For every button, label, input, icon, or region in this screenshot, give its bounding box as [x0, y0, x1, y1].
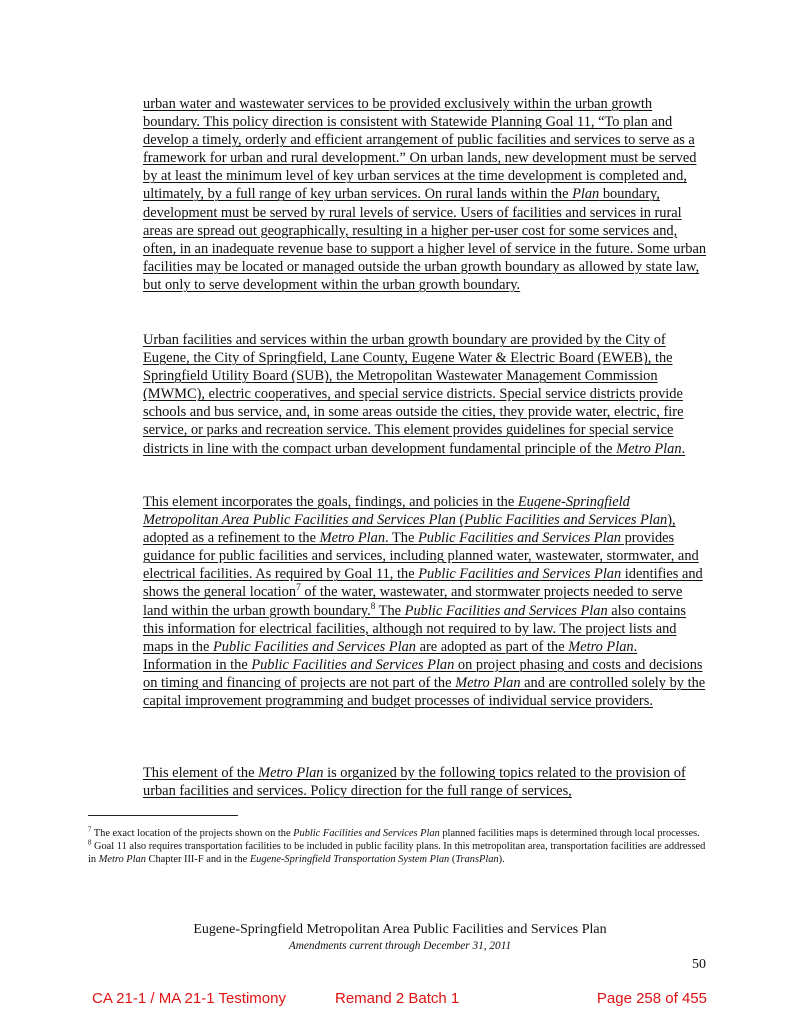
text-run: ( [455, 512, 465, 529]
body-paragraph-4 [143, 764, 708, 800]
text-run: . The [385, 530, 418, 547]
italic-run: Public Facilities and Services Plan [464, 512, 668, 529]
text-run: is organized by the following topics related to the provision of urban facilities and services. Policy direction for the full range of services, [143, 765, 686, 800]
italic-run: Metro Plan [455, 674, 521, 691]
italic-run: Metro Plan [258, 765, 324, 781]
italic-run: Metro Plan [568, 638, 634, 655]
text-run: identifies and shows the general location [143, 566, 703, 601]
text-run: of the water, wastewater, and stormwater projects needed to serve land within the urban growth boundary. [143, 584, 683, 619]
text-run: boundary, development must be served by rural levels of service. Users of facilities and services in rural areas are spread out geographically, resulting in a higher per-user cost for some services and, often, in an inadequate revenue base to support a higher level of service in the future. Some urban facilities may be located or managed outside the urban growth boundary as allowed by state law, but only to serve development within the urban growth boundary. [143, 186, 707, 293]
text-run: ( [449, 854, 456, 866]
testimony-stamp: CA 21-1 / MA 21-1 Testimony [92, 990, 286, 1007]
italic-run: Eugene-Springfield Metropolitan Area Public Facilities and Services Plan [143, 494, 630, 529]
italic-run: Metro Plan [319, 530, 386, 547]
batch-stamp: Remand 2 Batch 1 [335, 990, 460, 1007]
text-run: ). [498, 854, 505, 866]
italic-run: Public Facilities and Services Plan [417, 530, 621, 547]
text-run: Goal 11 also requires transportation facilities to be included in public facility plans. In this metropolitan area, transportation facilities are addressed in [88, 841, 706, 866]
italic-run: Public Facilities and Services Plan [251, 656, 455, 673]
footnote-ref-7[interactable]: 7 [296, 583, 301, 594]
footnote-ref-8[interactable]: 8 [370, 601, 376, 612]
footer-title: Eugene-Springfield Metropolitan Area Public Facilities and Services Plan [193, 922, 607, 937]
italic-run: Public Facilities and Services Plan [418, 566, 622, 583]
text-run: This element incorporates the goals, findings, and policies in the [143, 494, 518, 510]
italic-run: Plan [572, 186, 600, 203]
body-paragraph-2 [143, 331, 708, 458]
text-run: The exact location of the projects shown on the [91, 828, 294, 839]
footnote-7 [88, 827, 708, 840]
page-number: 50 [692, 957, 706, 972]
italic-run: TransPlan [455, 854, 499, 866]
italic-run: Metro Plan [616, 440, 682, 457]
page-count-stamp: Page 258 of 455 [596, 990, 707, 1007]
text-run: urban water and wastewater services to be provided exclusively within the urban growth boundary. This policy direction is consistent with Statewide Planning Goal 11, “To plan and develop a timely, orderly and efficient arrangement of public facilities and services to serve as a framework for urban and rural development.” On urban lands, new development must be served by at least the minimum level of key urban services at the time development is completed and, ultimately, by a full range of key urban services. On rural lands within the [143, 96, 697, 203]
body-paragraph-1 [143, 95, 708, 294]
italic-run: Public Facilities and Services Plan [293, 828, 440, 839]
text-run: planned facilities maps is determined through local processes. [439, 828, 700, 839]
italic-run: Eugene-Springfield Transportation System Plan [249, 854, 450, 866]
text-run: Chapter III-F and in the [145, 854, 250, 866]
text-run: The [375, 602, 405, 619]
italic-run: Public Facilities and Services Plan [404, 602, 608, 619]
text-run: on project phasing and costs and decisions on timing and financing of projects are not part of the [143, 656, 703, 691]
text-run: provides guidance for public facilities and services, including planned water, wastewater, stormwater, and electrical facilities. As required by Goal 11, the [143, 530, 699, 583]
footnote-number: 8 [88, 839, 92, 847]
text-run: and are controlled solely by the capital improvement programming and budget processes of individual service providers. [143, 674, 706, 710]
text-run: are adopted as part of the [415, 638, 569, 655]
footnote-8 [88, 840, 708, 866]
text-run: Urban facilities and services within the urban growth boundary are provided by the City of Eugene, the City of Springfield, Lane County, Eugene Water & Electric Board (EWEB), the Springfield Utility Board (SUB), the Metropolitan Wastewater Management Commission (MWMC), electric cooperatives, and special service districts. Special service districts provide schools and bus service, and, in some areas outside the cities, they provide water, electric, fire service, or parks and recreation service. This element provides guidelines for special service districts in line with the compact urban development fundamental principle of the [143, 332, 684, 457]
text-run: ), adopted as a refinement to the [143, 512, 676, 547]
footnote-divider [88, 815, 238, 816]
italic-run: Public Facilities and Services Plan [212, 638, 416, 655]
text-run: . [681, 440, 686, 457]
italic-run: Metro Plan [98, 854, 146, 866]
footnotes [88, 827, 708, 867]
footnote-number: 7 [88, 826, 92, 834]
text-run: This element of the [143, 765, 259, 781]
text-run: also contains this information for electrical facilities, although not required to by law. The project lists and maps in the [143, 602, 687, 655]
body-paragraph-3 [143, 493, 708, 710]
text-run: . Information in the [143, 638, 638, 673]
footer-subtitle: Amendments current through December 31, 2011 [288, 940, 512, 952]
